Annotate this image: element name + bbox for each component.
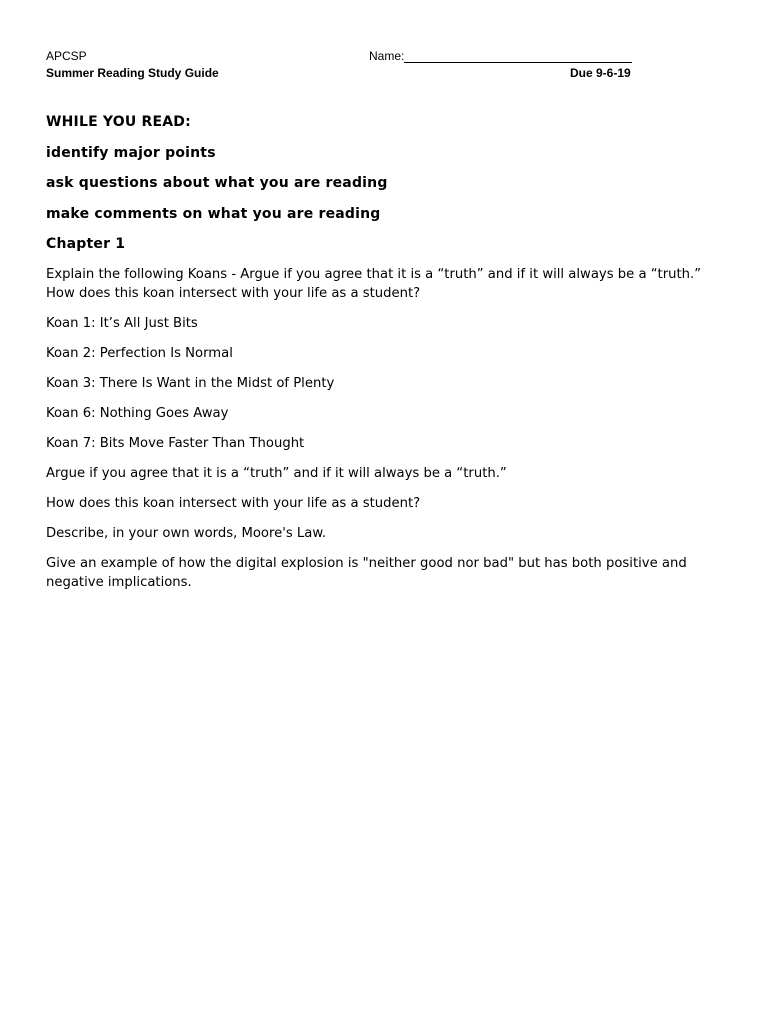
koan-item: Koan 6: Nothing Goes Away	[46, 405, 229, 421]
name-blank-line	[404, 49, 632, 63]
course-label: APCSP	[46, 49, 87, 63]
chapter-intro	[46, 265, 726, 303]
question-moores-law: Describe, in your own words, Moore's Law.	[46, 525, 327, 541]
due-date: Due 9-6-19	[570, 66, 631, 80]
question-digital-explosion	[46, 554, 726, 592]
koan-item: Koan 7: Bits Move Faster Than Thought	[46, 435, 305, 451]
document-body	[46, 112, 726, 603]
chapter-intro-line: Explain the following Koans - Argue if you agree that it is a “truth” and if it will always be a “truth.”	[46, 266, 702, 282]
question-argue: Argue if you agree that it is a “truth” and if it will always be a “truth.”	[46, 465, 507, 481]
question-koan-life: How does this koan intersect with your life as a student?	[46, 495, 421, 511]
question-line: Give an example of how the digital explosion is "neither good nor bad" but has both positive and	[46, 555, 687, 571]
chapter-intro-line: How does this koan intersect with your life as a student?	[46, 285, 421, 301]
koan-item: Koan 2: Perfection Is Normal	[46, 345, 233, 361]
koan-item: Koan 3: There Is Want in the Midst of Plenty	[46, 375, 335, 391]
while-you-read-heading: WHILE YOU READ:	[46, 114, 191, 130]
document-subtitle: Summer Reading Study Guide	[46, 66, 219, 80]
koan-item: Koan 1: It’s All Just Bits	[46, 315, 198, 331]
chapter-title: Chapter 1	[46, 236, 126, 252]
question-line: negative implications.	[46, 574, 192, 590]
instruction-item: ask questions about what you are reading	[46, 175, 388, 191]
name-field[interactable]	[369, 49, 632, 63]
instruction-item: identify major points	[46, 144, 216, 161]
instruction-item: make comments on what you are reading	[46, 205, 381, 222]
name-label: Name:	[369, 49, 405, 63]
